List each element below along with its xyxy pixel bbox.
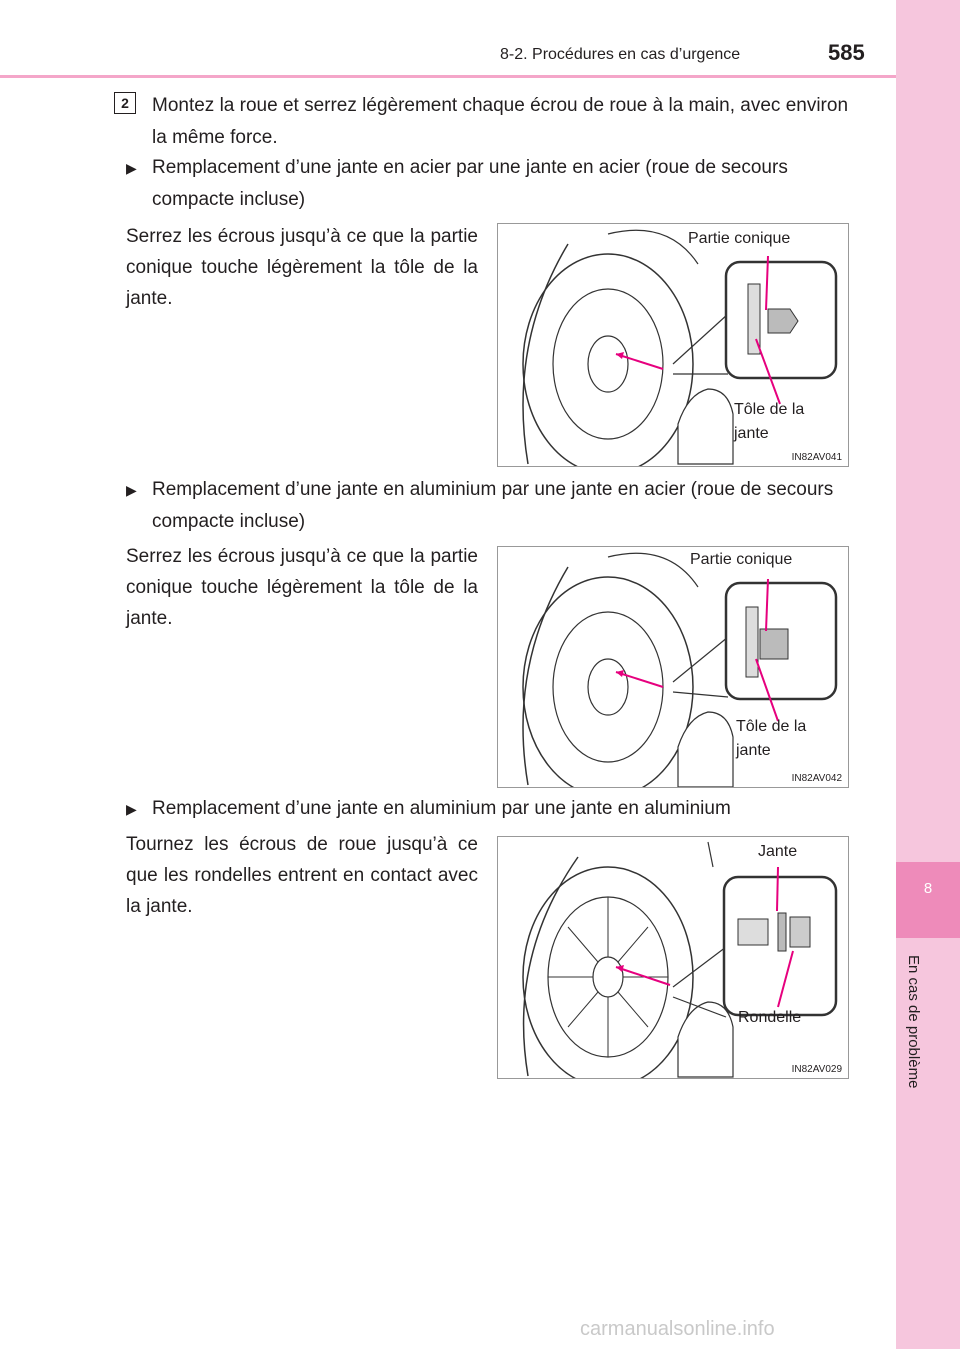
figure-alu-to-steel xyxy=(497,546,849,788)
figure-label-top: Jante xyxy=(758,843,798,860)
section-body-text: Serrez les écrous jusqu’à ce que la partie conique touche légèrement la tôle de la jante. xyxy=(126,226,478,309)
chapter-side-bar xyxy=(896,0,960,1349)
section-bullet xyxy=(126,152,848,216)
figure-steel-to-steel xyxy=(497,223,849,467)
step-text: Montez la roue et serrez légèrement chaque écrou de roue à la main, avec environ la même force. xyxy=(152,95,849,148)
header-rule xyxy=(0,75,896,78)
bullet-text: Remplacement d’une jante en aluminium par une jante en aluminium xyxy=(152,798,731,819)
step-number-box: 2 xyxy=(114,92,136,114)
chapter-label: En cas de problème xyxy=(905,955,922,1089)
section-body-text: Serrez les écrous jusqu’à ce que la partie conique touche légèrement la tôle de la jante. xyxy=(126,546,478,629)
chapter-tab[interactable] xyxy=(896,862,960,938)
figure-label-top: Partie conique xyxy=(688,230,791,247)
figure-code: IN82AV029 xyxy=(791,1064,842,1075)
chapter-number: 8 xyxy=(923,880,933,897)
bullet-text: Remplacement d’une jante en acier par une jante en acier (roue de secours compacte incluse) xyxy=(152,157,788,210)
figure-alu-to-alu xyxy=(497,836,849,1079)
figure-label-bottom: Tôle de la jante xyxy=(734,401,805,442)
section-bullet xyxy=(126,474,848,538)
section-body-text: Tournez les écrous de roue jusqu’à ce que les rondelles entrent en contact avec la jante. xyxy=(126,834,478,917)
figure-label-bottom: Tôle de la jante xyxy=(736,718,807,759)
wheel-illustration xyxy=(498,837,848,1078)
bullet-arrow-icon: ▶ xyxy=(126,482,137,498)
footer-watermark: carmanualsonline.info xyxy=(580,1318,775,1340)
figure-label-bottom: Rondelle xyxy=(738,1009,802,1026)
figure-code: IN82AV041 xyxy=(791,452,842,463)
figure-label-top: Partie conique xyxy=(690,551,793,568)
figure-code: IN82AV042 xyxy=(791,773,842,784)
section-bullet xyxy=(126,793,848,825)
bullet-arrow-icon: ▶ xyxy=(126,160,137,176)
bullet-text: Remplacement d’une jante en aluminium par une jante en acier (roue de secours compacte incluse) xyxy=(152,479,834,532)
section-title: 8-2. Procédures en cas d’urgence xyxy=(500,46,741,63)
page-number: 585 xyxy=(828,40,865,65)
bullet-arrow-icon: ▶ xyxy=(126,801,137,817)
